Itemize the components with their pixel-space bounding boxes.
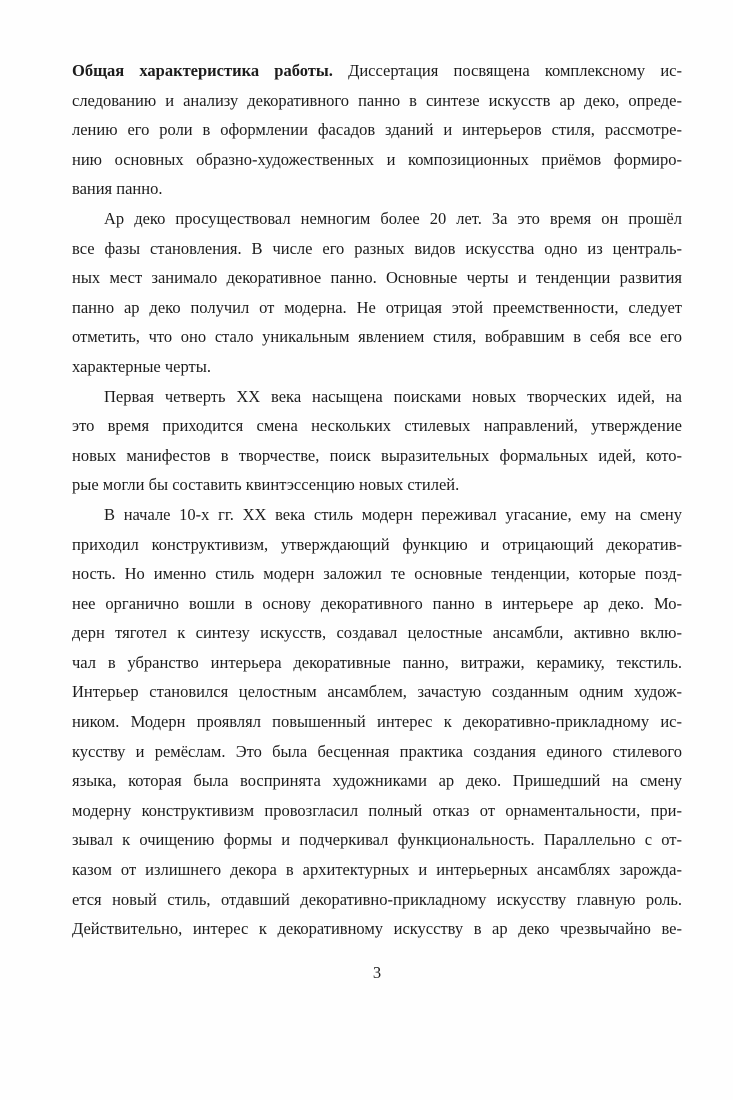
text-line: ется новый стиль, отдавший декоративно-прикладному искусству главную роль.: [72, 889, 682, 909]
text-line: Общая характеристика работы. Диссертация посвящена комплексному ис-: [72, 61, 682, 80]
text-line: отметить, что оно стало уникальным явлением стиля, вобравшим в себя все его: [72, 327, 682, 347]
page-footer: [72, 958, 682, 988]
text-line: модерну конструктивизм провозгласил полный отказ от орнаментальности, при-: [72, 800, 682, 820]
text-line: все фазы становления. В числе его разных видов искусства одно из централь-: [72, 238, 682, 258]
text-line: рые могли бы составить квинтэссенцию новых стилей.: [72, 475, 460, 495]
text-line: языка, которая была воспринята художниками ар деко. Пришедший на смену: [72, 771, 682, 791]
text-line: зывал к очищению формы и подчеркивал функциональность. Параллельно с от-: [72, 830, 682, 850]
text-line: казом от излишнего декора в архитектурных и интерьерных ансамблях зарожда-: [72, 860, 682, 880]
text-body: [72, 56, 682, 944]
text-line: новых манифестов в творчестве, поиск выразительных формальных идей, кото-: [72, 445, 682, 465]
text-line: нее органично вошли в основу декоративного панно в интерьере ар деко. Мо-: [72, 593, 682, 613]
text-line: чал в убранство интерьера декоративные панно, витражи, керамику, текстиль.: [72, 652, 682, 672]
text-line: панно ар деко получил от модерна. Не отрицая этой преемственности, следует: [72, 297, 682, 317]
text-line: кусству и ремёслам. Это была бесценная практика создания единого стилевого: [72, 741, 682, 761]
text-line: характерные черты.: [72, 356, 211, 376]
text-line: Первая четверть XX века насыщена поисками новых творческих идей, на: [104, 386, 682, 406]
text-line: Ар деко просуществовал немногим более 20 лет. За это время он прошёл: [104, 208, 682, 228]
text-line: приходил конструктивизм, утверждающий функцию и отрицающий декоратив-: [72, 534, 682, 554]
text-line: лению его роли в оформлении фасадов зданий и интерьеров стиля, рассмотре-: [72, 120, 682, 140]
text-line: Интерьер становился целостным ансамблем, зачастую созданным одним худож-: [72, 682, 682, 702]
text-line: вания панно.: [72, 179, 163, 199]
text-line: Действительно, интерес к декоративному искусству в ар деко чрезвычайно ве-: [72, 919, 682, 939]
text-line: следованию и анализу декоративного панно в синтезе искусств ар деко, опреде-: [72, 90, 682, 110]
text-line: ных мест занимало декоративное панно. Основные черты и тенденции развития: [72, 268, 682, 288]
page-number: 3: [372, 963, 382, 982]
text-line: ником. Модерн проявлял повышенный интерес к декоративно-прикладному ис-: [72, 712, 682, 732]
text-line: ность. Но именно стиль модерн заложил те основные тенденции, которые позд-: [72, 564, 682, 584]
text-line: В начале 10-х гг. XX века стиль модерн переживал угасание, ему на смену: [104, 504, 682, 524]
text-line: нию основных образно-художественных и композиционных приёмов формиро-: [72, 149, 682, 169]
text-line: это время приходится смена нескольких стилевых направлений, утверждение: [72, 416, 682, 436]
paragraph-lead-bold: Общая характеристика работы.: [72, 61, 333, 80]
text-line: дерн тяготел к синтезу искусств, создавал целостные ансамбли, активно вклю-: [72, 623, 682, 643]
